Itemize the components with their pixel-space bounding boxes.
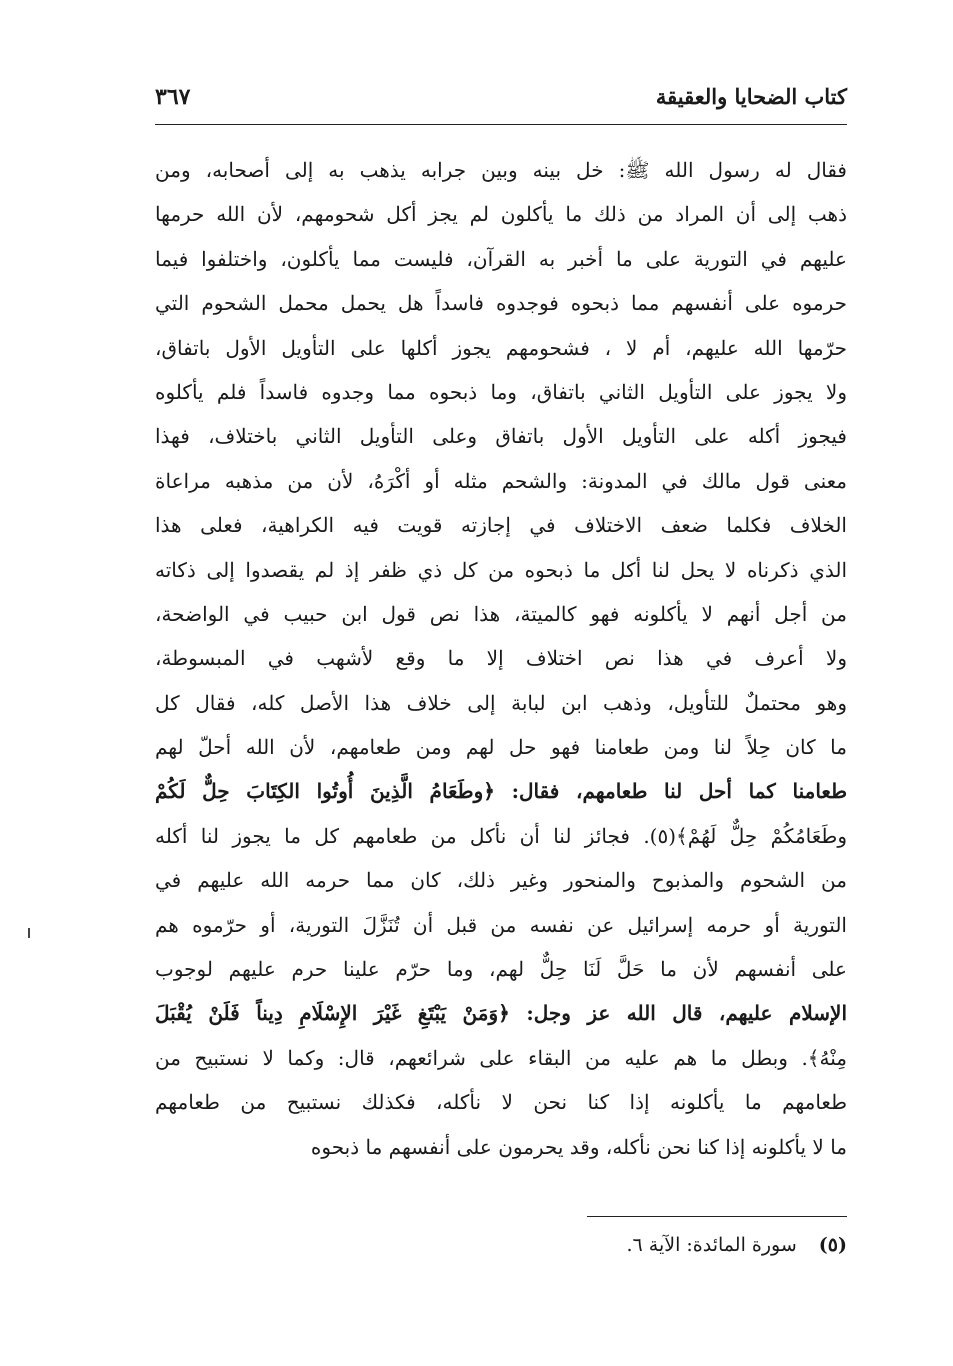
- quran-verse-line: الإسلام عليهم، قال الله عز وجل: ﴿وَمَنْ يَبْتَغِ غَيْرَ الإِسْلَامِ دِيناً فَلَنْ يُقْبَلَ: [155, 1001, 847, 1026]
- text-line: وطَعَامُكُمْ حِلٌّ لَهُمْ﴾(٥). فجائز لنا أن نأكل من طعامهم كل ما يجوز لنا أكله: [155, 823, 847, 848]
- text-line: مِنْهُ﴾. وبطل ما هم عليه من البقاء على شرائعهم، قال: وكما لا نستبيح من: [155, 1045, 847, 1070]
- text-line: التورية أو حرمه إسرائيل عن نفسه من قبل أن تُنَزَّلَ التورية، أو حرّموه هم: [155, 912, 847, 937]
- running-header: [155, 80, 847, 122]
- text-line: ما لا يأكلونه إذا كنا نحن نأكله، وقد يحرمون على أنفسهم ما ذبحوه: [310, 1134, 847, 1159]
- text-line: من أجل أنهم لا يأكلونه فهو كالميتة، هذا نص قول ابن حبيب في الواضحة،: [155, 601, 847, 626]
- body-text: [155, 148, 847, 1169]
- text-line: فقال له رسول الله ﷺ: خل بينه وبين جرابه يذهب به إلى أصحابه، ومن: [155, 158, 847, 182]
- text-line: معنى قول مالك في المدونة: والشحم مثله أو أكْرَهُ، لأن من مذهبه مراعاة: [155, 468, 847, 493]
- text-line: ولا يجوز على التأويل الثاني باتفاق، وما ذبحوه مما وجدوه فاسداً فلم يأكلوه: [155, 379, 847, 404]
- text-line: ما كان حِلاً لنا ومن طعامنا فهو حل لهم ومن طعامهم، لأن الله أحلّ لهم: [155, 735, 847, 760]
- scan-margin-mark: [28, 928, 30, 938]
- footnote-text: سورة المائدة: الآية ٦.: [626, 1234, 797, 1256]
- text-line: على أنفسهم لأن ما حَلَّ لَنَا حِلٌّ لهم، وما حرّم علينا حرم عليهم لوجوب: [155, 957, 847, 982]
- text-line: من الشحوم والمذبوح والمنحور وغير ذلك، كان مما حرمه الله عليهم في: [155, 868, 847, 893]
- text-line: الخلاف فكلما ضعف الاختلاف في إجازته قويت فيه الكراهية، فعلى هذا: [155, 513, 847, 538]
- text-line: عليهم في التورية على ما أخبر به القرآن، فليست مما يأكلون، واختلفوا فيما: [155, 246, 847, 271]
- chapter-title: كتاب الضحايا والعقيقة: [655, 84, 847, 109]
- footnote-number: (٥): [818, 1234, 847, 1256]
- text-line: ذهب إلى أن المراد من ذلك ما يأكلون لم يجز أكل شحومهم، لأن الله حرمها: [155, 202, 847, 227]
- text-line: حرموه على أنفسهم مما ذبحوه فوجدوه فاسداً هل يحمل محمل الشحوم التي: [155, 291, 847, 316]
- quran-verse-line: طعامنا كما أحل لنا طعامهم، فقال: ﴿وطَعَامُ الَّذِينَ أُوتُوا الكِتَابَ حِلٌّ لَكُمْ: [155, 779, 847, 804]
- text-line: حرّمها الله عليهم، أم لا ، فشحومهم يجوز أكلها على التأويل الأول باتفاق،: [155, 335, 847, 360]
- text-line: طعامهم ما يأكلونه إذا كنا نحن لا نأكله، فكذلك نستبيح من طعامهم: [155, 1090, 847, 1115]
- text-line: ولا أعرف في هذا نص اختلاف إلا ما وقع لأشهب في المبسوطة،: [155, 646, 847, 671]
- page-number: ٣٦٧: [155, 84, 191, 110]
- text-line: فيجوز أكله على التأويل الأول باتفاق وعلى التأويل الثاني باختلاف، فهذا: [155, 424, 847, 449]
- footnote-divider: [587, 1216, 847, 1217]
- header-divider: [155, 124, 847, 125]
- text-line: الذي ذكرناه لا يحل لنا أكل ما ذبحوه من كل ذي ظفر إذ لم يقصدوا إلى ذكاته: [155, 557, 847, 582]
- text-line: وهو محتملٌ للتأويل، وذهب ابن لبابة إلى خلاف هذا الأصل كله، فقال كل: [155, 690, 847, 715]
- footnote: [626, 1234, 847, 1256]
